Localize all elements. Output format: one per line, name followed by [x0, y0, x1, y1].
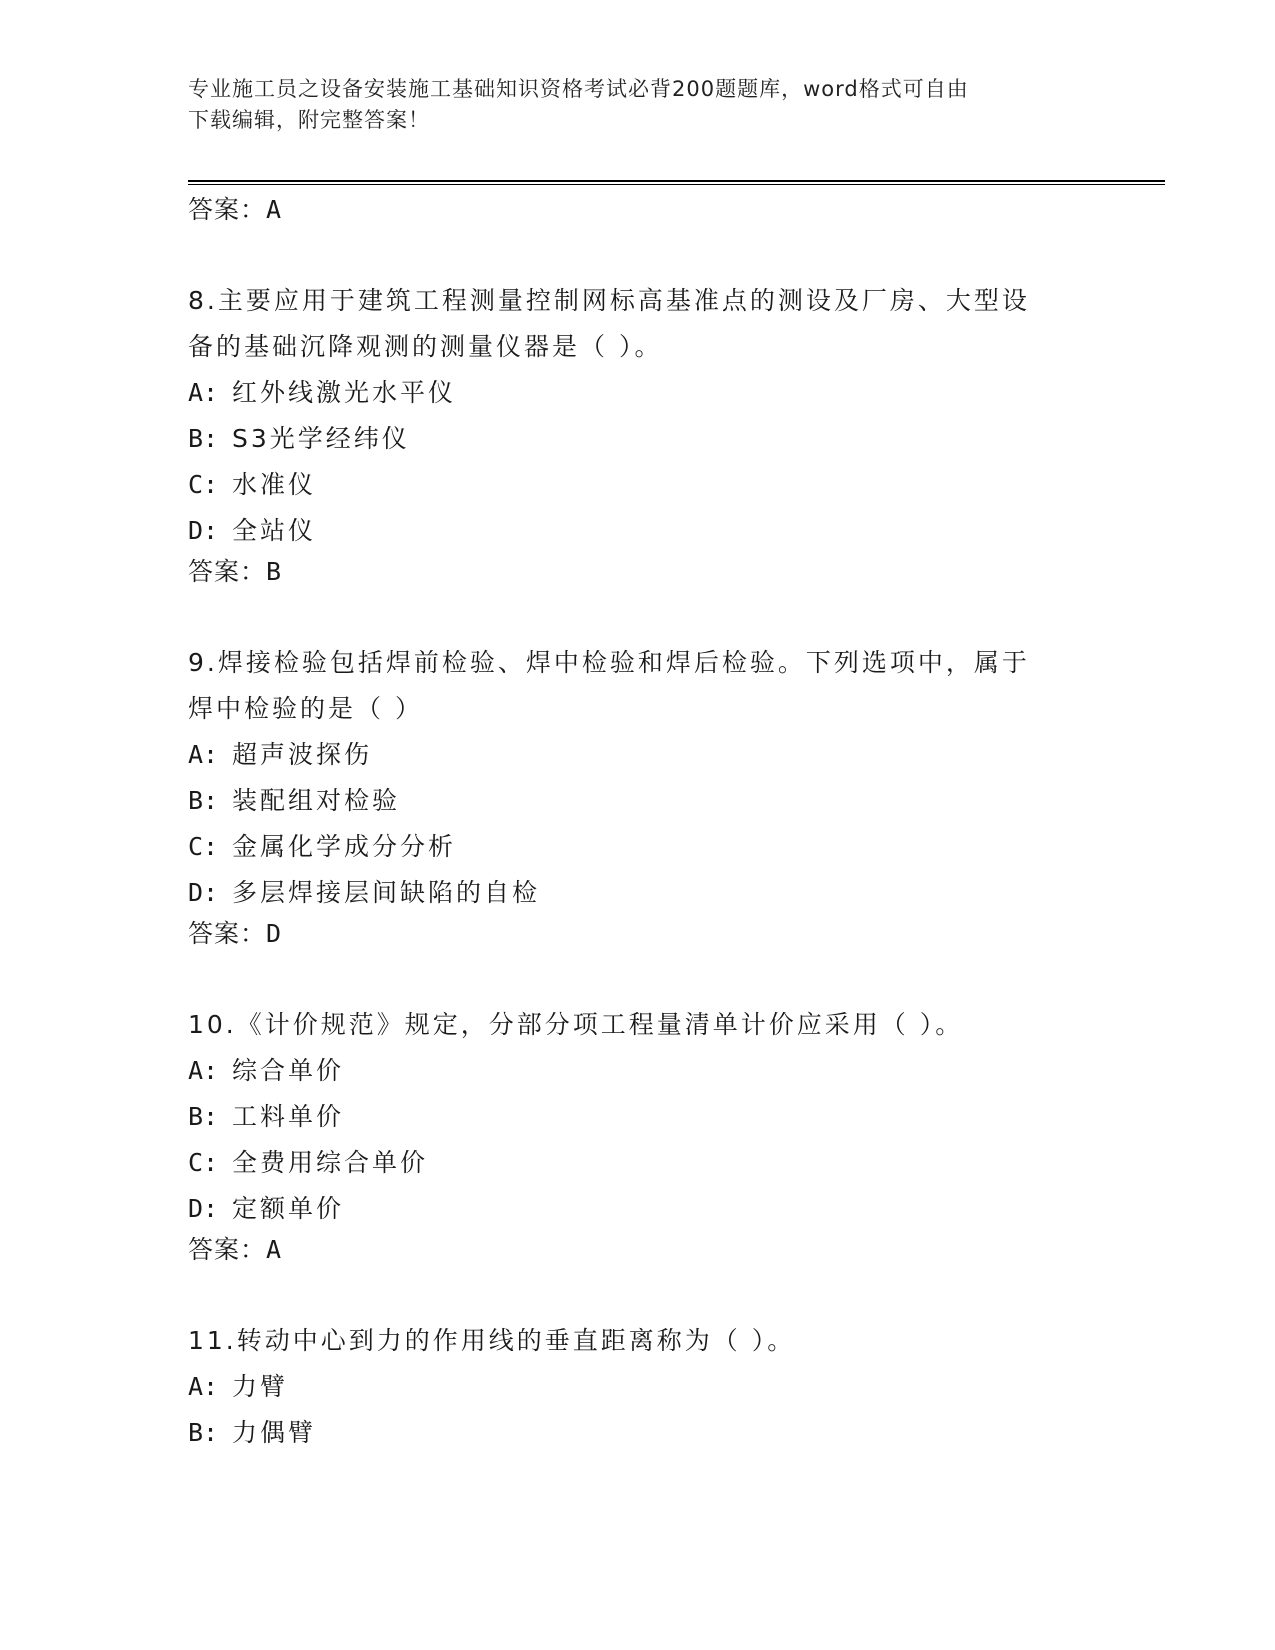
option-b [188, 778, 1088, 824]
block-spacer [188, 590, 1088, 640]
block-spacer [188, 952, 1088, 1002]
document-header [188, 74, 1068, 136]
question-item [188, 278, 1088, 590]
option-b [188, 1094, 1088, 1140]
option-text: 全费用综合单价 [232, 1148, 429, 1177]
question-text [188, 640, 1088, 732]
option-key: B: [188, 424, 219, 453]
option-key: C: [188, 832, 219, 861]
option-text: 力臂 [232, 1372, 289, 1401]
option-d [188, 508, 1088, 554]
option-key: C: [188, 1148, 219, 1177]
option-key: A: [188, 378, 219, 407]
question-item [188, 1002, 1088, 1268]
option-c [188, 462, 1088, 508]
option-b [188, 416, 1088, 462]
question-line-1: 9.焊接检验包括焊前检验、焊中检验和焊后检验。下列选项中，属于 [188, 648, 1030, 677]
answer-label: 答案： [188, 1235, 267, 1264]
block-spacer [188, 1268, 1088, 1318]
question-line-2: 焊中检验的是（ ） [188, 694, 423, 723]
answer-label: 答案： [188, 195, 267, 224]
option-d [188, 870, 1088, 916]
option-a [188, 1364, 1088, 1410]
option-d [188, 1186, 1088, 1232]
option-key: C: [188, 470, 219, 499]
option-a [188, 732, 1088, 778]
option-key: A: [188, 1372, 219, 1401]
option-text: 综合单价 [232, 1056, 345, 1085]
answer-label: 答案： [188, 919, 267, 948]
answer-label: 答案： [188, 557, 267, 586]
option-text: 定额单价 [232, 1194, 345, 1223]
option-text: 红外线激光水平仪 [232, 378, 457, 407]
option-text: 工料单价 [232, 1102, 345, 1131]
option-key: B: [188, 786, 219, 815]
header-line-1: 专业施工员之设备安装施工基础知识资格考试必背200题题库，word格式可自由 [188, 77, 969, 101]
option-key: D: [188, 516, 219, 545]
header-line-2: 下载编辑，附完整答案！ [188, 108, 430, 132]
answer-line [188, 1232, 1088, 1268]
question-list [188, 192, 1088, 1456]
option-key: B: [188, 1102, 219, 1131]
option-b [188, 1410, 1088, 1456]
option-text: 全站仪 [232, 516, 317, 545]
answer-value: B [266, 557, 283, 586]
question-item [188, 640, 1088, 952]
option-text: 力偶臂 [232, 1418, 317, 1447]
question-line-1: 11.转动中心到力的作用线的垂直距离称为（ ）。 [188, 1326, 796, 1355]
question-text [188, 1002, 1088, 1048]
option-c [188, 824, 1088, 870]
option-key: A: [188, 740, 219, 769]
option-text: 装配组对检验 [232, 786, 401, 815]
question-text [188, 1318, 1088, 1364]
question-line-2: 备的基础沉降观测的测量仪器是（ ）。 [188, 332, 663, 361]
option-key: A: [188, 1056, 219, 1085]
question-line-1: 8.主要应用于建筑工程测量控制网标高基准点的测设及厂房、大型设 [188, 286, 1030, 315]
option-key: D: [188, 1194, 219, 1223]
option-key: D: [188, 878, 219, 907]
answer-value: D [266, 919, 283, 948]
option-text: 水准仪 [232, 470, 317, 499]
option-text: 超声波探伤 [232, 740, 373, 769]
answer-value: A [266, 195, 283, 224]
answer-line [188, 916, 1088, 952]
header-divider-thin [188, 184, 1165, 185]
header-divider-thick [188, 180, 1165, 182]
option-a [188, 1048, 1088, 1094]
option-key: B: [188, 1418, 219, 1447]
answer-value: A [266, 1235, 283, 1264]
option-text: S3光学经纬仪 [232, 424, 410, 453]
option-text: 金属化学成分分析 [232, 832, 457, 861]
answer-line [188, 554, 1088, 590]
question-text [188, 278, 1088, 370]
question-item [188, 1318, 1088, 1456]
option-c [188, 1140, 1088, 1186]
block-spacer [188, 228, 1088, 278]
option-text: 多层焊接层间缺陷的自检 [232, 878, 541, 907]
option-a [188, 370, 1088, 416]
question-line-1: 10.《计价规范》规定，分部分项工程量清单计价应采用（ ）。 [188, 1010, 964, 1039]
answer-line [188, 192, 1088, 228]
